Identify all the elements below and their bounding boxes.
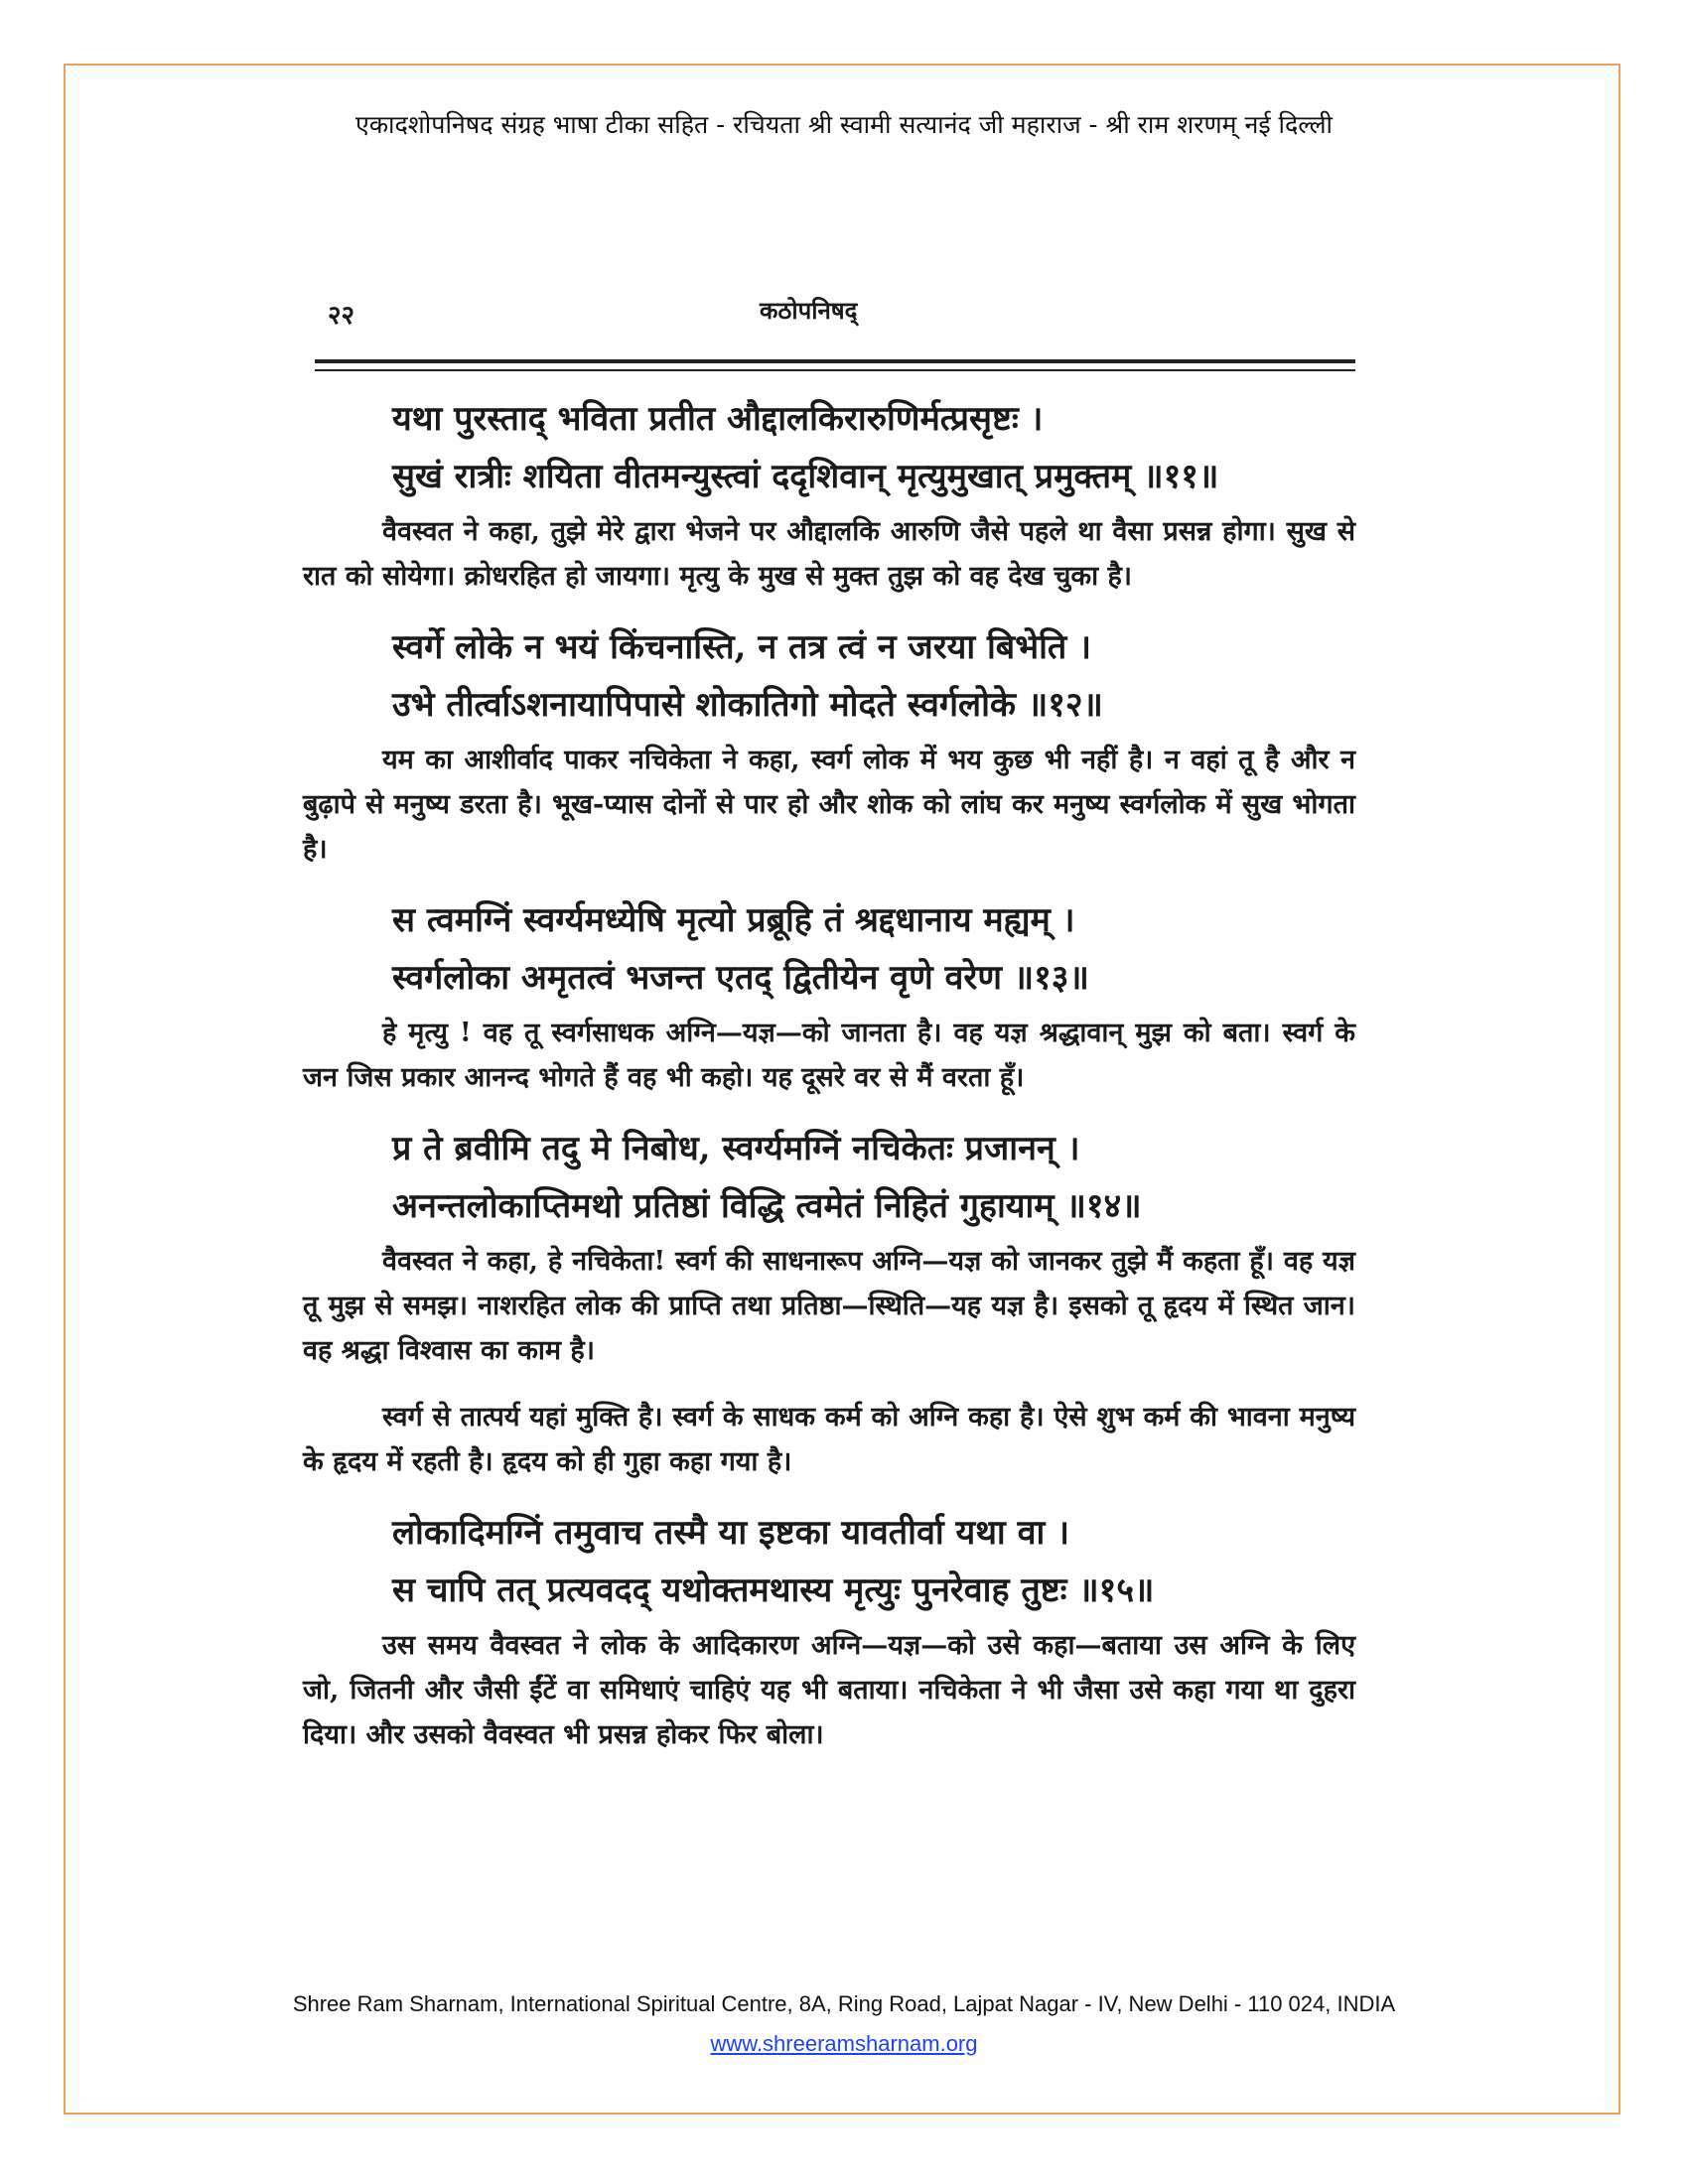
header-rule-thick [315,359,1355,363]
commentary-paragraph: उस समय वैवस्वत ने लोक के आदिकारण अग्नि—यज्ञ—को उसे कहा—बताया उस अग्नि के लिए जो, जितनी और जैसी ईंटें वा समिधाएं चाहिएं यह भी बताया। नचिकेता ने भी जैसा उसे कहा गया था दुहरा दिया। और उसको वैवस्वत भी प्रसन्न होकर फिर बोला। [303,1630,1355,1750]
verse-line: स चापि तत् प्रत्यवदद् यथोक्तमथास्य मृत्युः पुनरेवाह तुष्टः ॥१५॥ [392,1570,1155,1610]
verse-line: यथा पुरस्ताद् भविता प्रतीत औद्दालकिरारुणिर्मत्प्रसृष्टः । [392,399,1044,439]
commentary-paragraph: वैवस्वत ने कहा, तुझे मेरे द्वारा भेजने पर औद्दालकि आरुणि जैसे पहले था वैसा प्रसन्न होगा। सुख से रात को सोयेगा। क्रोधरहित हो जायगा। मृत्यु के मुख से मुक्त तुझ को वह देख चुका है। [303,516,1355,592]
verse-line: लोकादिमग्निं तमुवाच तस्मै या इष्टका यावतीर्वा यथा वा । [392,1513,1070,1553]
commentary-paragraph: स्वर्ग से तात्पर्य यहां मुक्ति है। स्वर्ग के साधक कर्म को अग्नि कहा है। ऐसे शुभ कर्म की भावना मनुष्य के हृदय में रहती है। हृदय को ही गुहा कहा गया है। [303,1402,1355,1477]
page-number: २२ [328,301,355,331]
header-rule-thin [315,369,1355,371]
verse-line: उभे तीर्त्वाऽशनायापिपासे शोकातिगो मोदते स्वर्गलोके ॥१२॥ [392,685,1103,725]
page-body [303,392,1355,1779]
website-link[interactable]: www.shreeramsharnam.org [710,2031,978,2056]
commentary-paragraph: हे मृत्यु ! वह तू स्वर्गसाधक अग्नि—यज्ञ—को जानता है। वह यज्ञ श्रद्धावान् मुझ को बता। स्वर्ग के जन जिस प्रकार आनन्द भोगते हैं वह भी कहो। यह दूसरे वर से मैं वरता हूँ। [303,1018,1355,1093]
page-title: कठोपनिषद् [760,296,858,325]
verse-line: प्र ते ब्रवीमि तदु मे निबोध, स्वर्ग्यमग्निं नचिकेतः प्रजानन् । [392,1129,1080,1168]
footer-address: Shree Ram Sharnam, International Spiritual Centre, 8A, Ring Road, Lajpat Nagar - IV, New Delhi - 110 024, INDIA [292,1991,1396,2016]
commentary-paragraph: वैवस्वत ने कहा, हे नचिकेता! स्वर्ग की साधनारूप अग्नि—यज्ञ को जानकर तुझे मैं कहता हूँ। वह यज्ञ तू मुझ से समझ। नाशरहित लोक की प्राप्ति तथा प्रतिष्ठा—स्थिति—यह यज्ञ है। इसको तू हृदय में स्थित जान। वह श्रद्धा विश्वास का काम है। [303,1246,1355,1366]
running-head [303,278,1355,338]
verse-line: स त्वमग्निं स्वर्ग्यमध्येषि मृत्यो प्रब्रूहि तं श्रद्दधानाय मह्यम् । [392,900,1075,940]
verse-line: अनन्तलोकाप्तिमथो प्रतिष्ठां विद्धि त्वमेतं निहितं गुहायाम् ॥१४॥ [392,1186,1142,1226]
commentary-paragraph: यम का आशीर्वाद पाकर नचिकेता ने कहा, स्वर्ग लोक में भय कुछ भी नहीं है। न वहां तू है और न बुढ़ापे से मनुष्य डरता है। भूख-प्यास दोनों से पार हो और शोक को लांघ कर मनुष्य स्वर्गलोक में सुख भोगता है। [303,745,1355,865]
verse-line: स्वर्गलोका अमृतत्वं भजन्त एतद् द्वितीयेन वृणे वरेण ॥१३॥ [392,958,1089,998]
footer-url-wrap [0,2031,1688,2057]
verse-line: सुखं रात्रीः शयिता वीतमन्युस्त्वां ददृशिवान् मृत्युमुखात् प्रमुक्तम् ॥११॥ [392,457,1219,496]
verse-line: स्वर्गे लोके न भयं किंचनास्ति, न तत्र त्वं न जरया बिभेति । [392,627,1092,667]
document-header: एकादशोपनिषद संग्रह भाषा टीका सहित - रचियता श्री स्वामी सत्यानंद जी महाराज - श्री राम शरणम् नई दिल्ली [355,110,1333,139]
scanned-page [303,278,1355,1750]
